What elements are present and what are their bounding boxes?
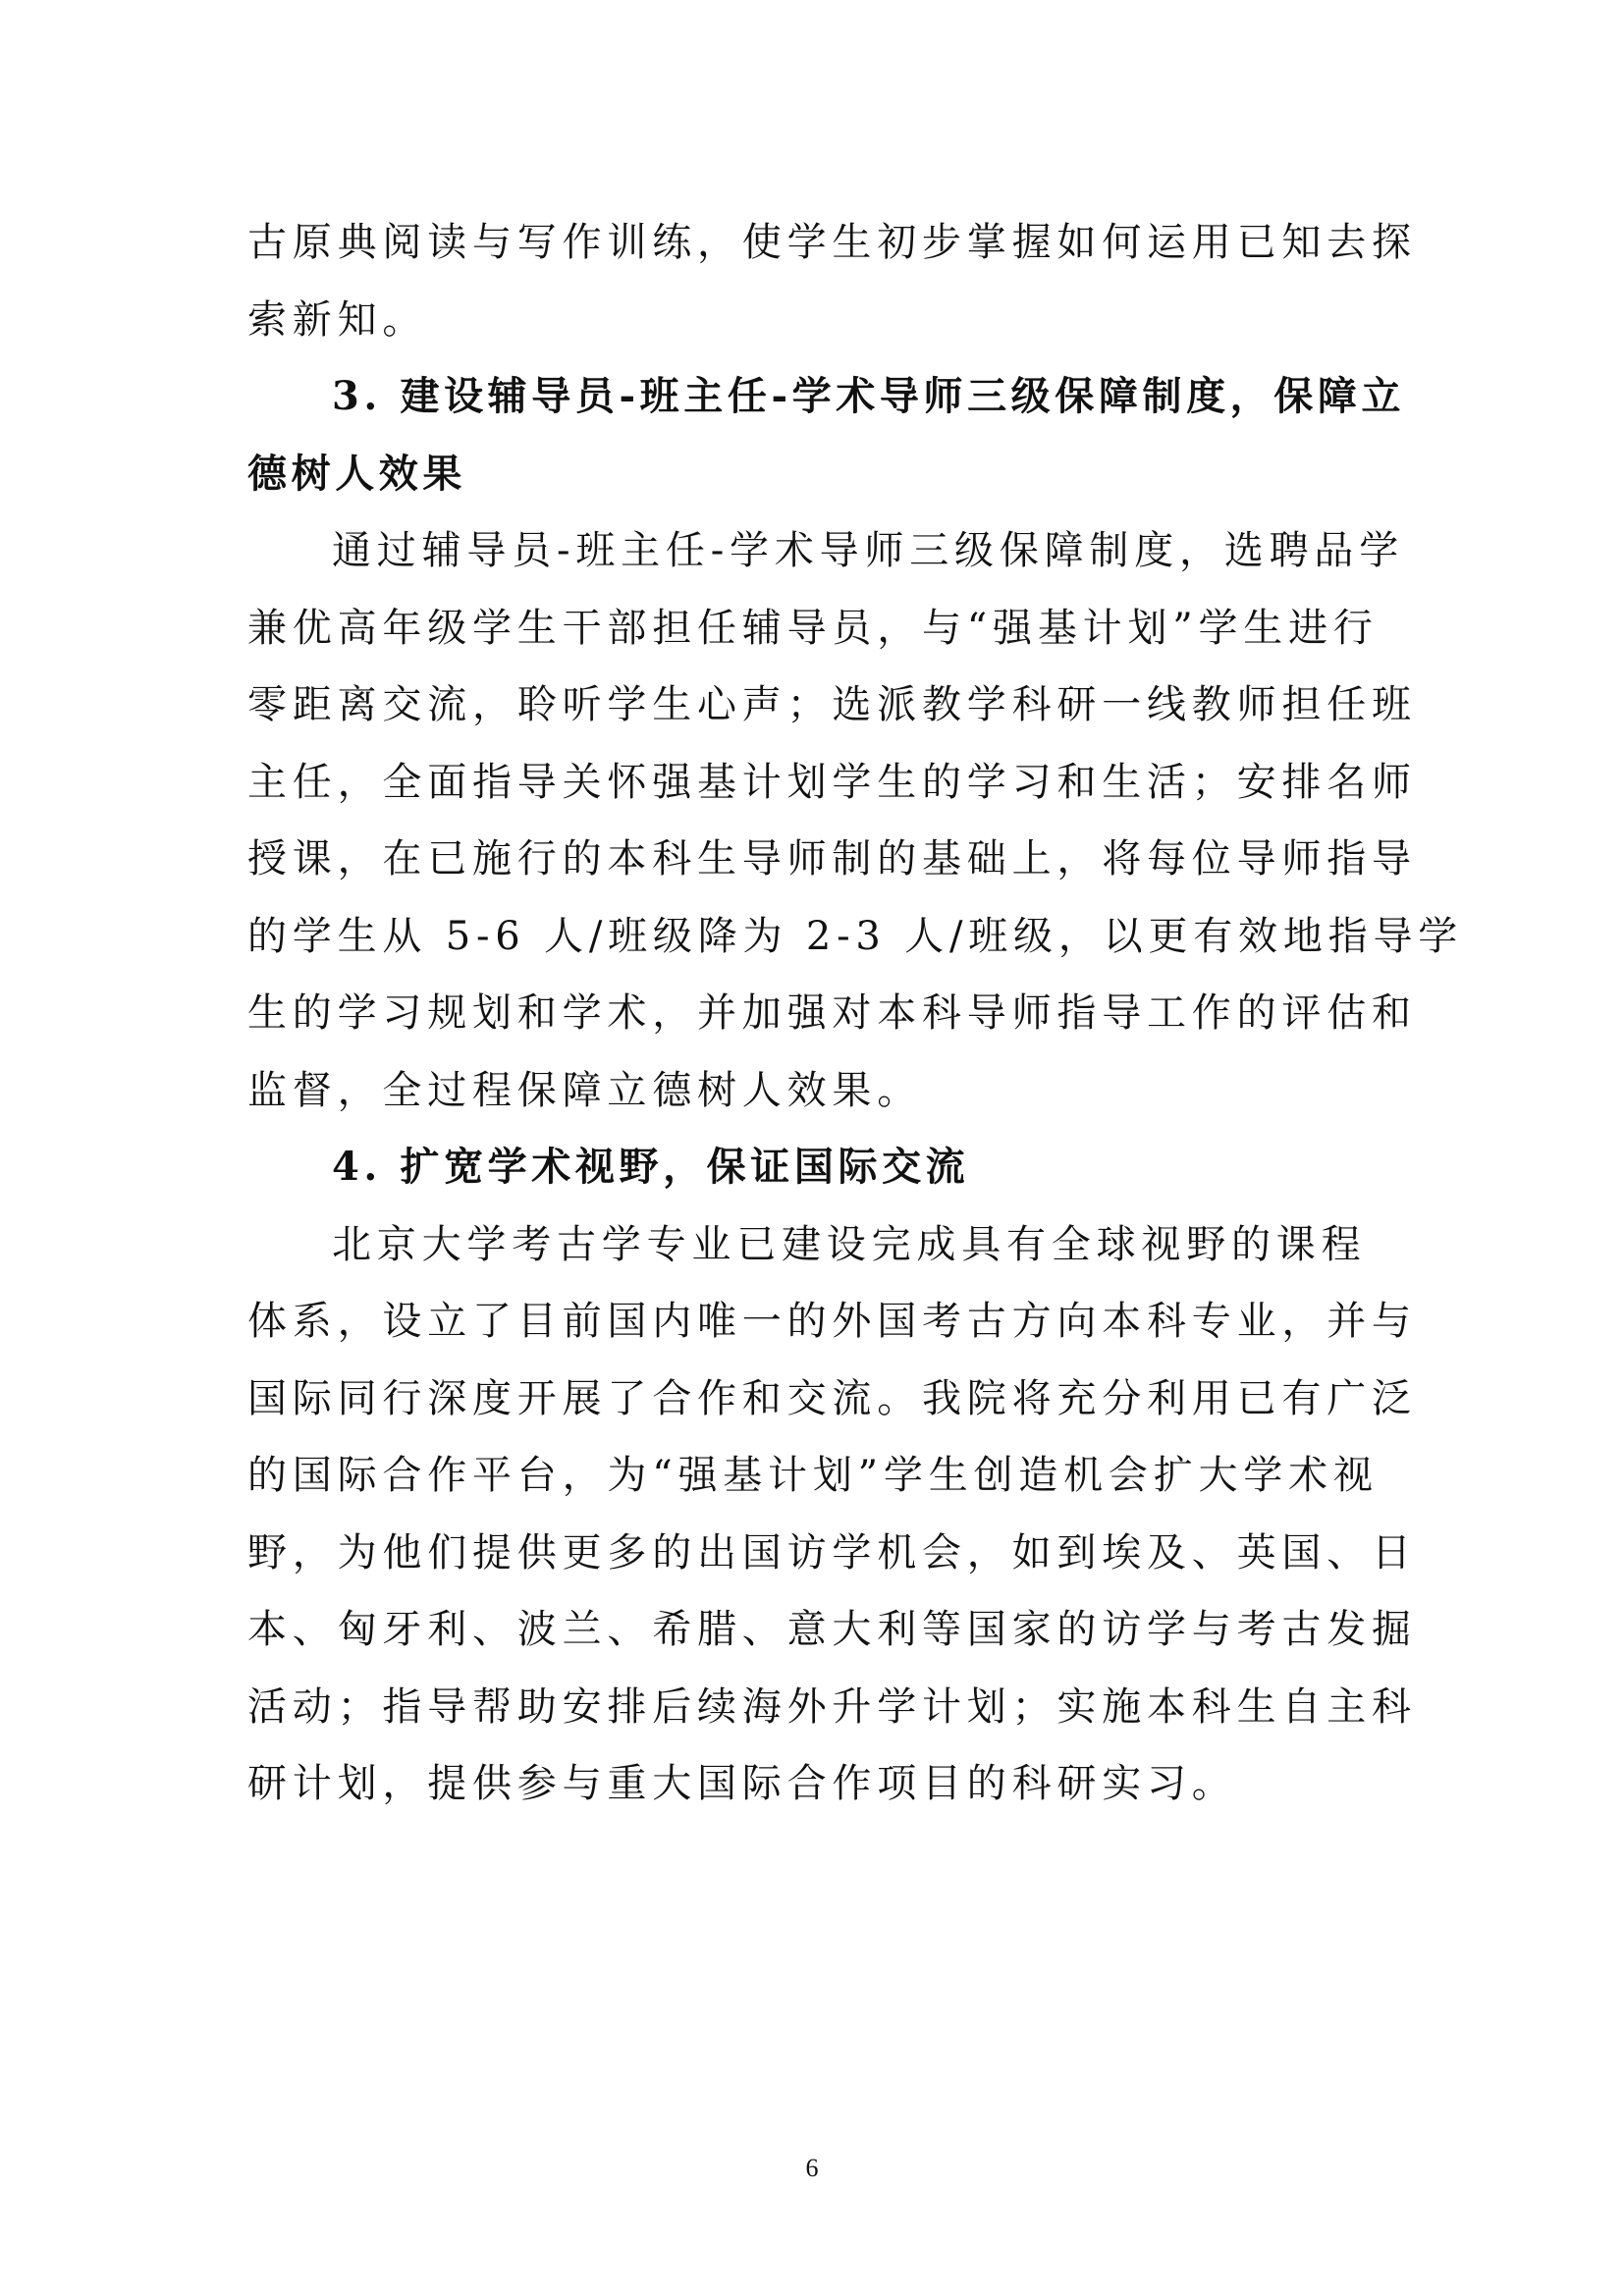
text-line: 北京大学考古学专业已建设完成具有全球视野的课程 bbox=[332, 1221, 1367, 1267]
page-body bbox=[247, 204, 1464, 1823]
text-line: 的学生从 5-6 人/班级降为 2-3 人/班级，以更有效地指导学 bbox=[247, 913, 1464, 959]
text-line: 研计划，提供参与重大国际合作项目的科研实习。 bbox=[247, 1761, 1237, 1806]
paragraph-international-exchange bbox=[247, 1206, 1417, 1823]
text-line: 国际同行深度开展了合作和交流。我院将充分利用已有广泛 bbox=[247, 1375, 1417, 1421]
paragraph-continuation bbox=[247, 204, 1417, 358]
text-line: 野，为他们提供更多的出国访学机会，如到埃及、英国、日 bbox=[247, 1529, 1417, 1575]
text-line: 古原典阅读与写作训练，使学生初步掌握如何运用已知去探 bbox=[247, 220, 1417, 265]
text-line: 体系，设立了目前国内唯一的外国考古方向本科专业，并与 bbox=[247, 1299, 1417, 1344]
text-line: 活动；指导帮助安排后续海外升学计划；实施本科生自主科 bbox=[247, 1683, 1417, 1730]
text-line: 兼优高年级学生干部担任辅导员，与“强基计划”学生进行 bbox=[247, 605, 1379, 651]
text-line: 索新知。 bbox=[247, 296, 428, 343]
text-line: 授课，在已施行的本科生导师制的基础上，将每位导师指导 bbox=[247, 836, 1417, 881]
text-line: 本、匈牙利、波兰、希腊、意大利等国家的访学与考古发掘 bbox=[247, 1607, 1417, 1652]
text-line: 通过辅导员-班主任-学术导师三级保障制度，选聘品学 bbox=[332, 528, 1405, 573]
section-heading-3 bbox=[247, 358, 1406, 512]
text-line: 的国际合作平台，为“强基计划”学生创造机会扩大学术视 bbox=[247, 1453, 1379, 1498]
text-line: 监督，全过程保障立德树人效果。 bbox=[247, 1067, 922, 1113]
text-line: 零距离交流，聆听学生心声；选派教学科研一线教师担任班 bbox=[247, 682, 1417, 727]
heading-line: 3. 建设辅导员-班主任-学术导师三级保障制度，保障立 bbox=[332, 373, 1406, 419]
page-number: 6 bbox=[805, 2154, 819, 2182]
paragraph-guarantee-system bbox=[247, 512, 1464, 1129]
text-line: 主任，全面指导关怀强基计划学生的学习和生活；安排名师 bbox=[247, 759, 1417, 805]
heading-line: 德树人效果 bbox=[247, 450, 466, 497]
text-line: 生的学习规划和学术，并加强对本科导师指导工作的评估和 bbox=[247, 990, 1417, 1036]
section-heading-4: 4. 扩宽学术视野，保证国际交流 bbox=[332, 1144, 970, 1190]
